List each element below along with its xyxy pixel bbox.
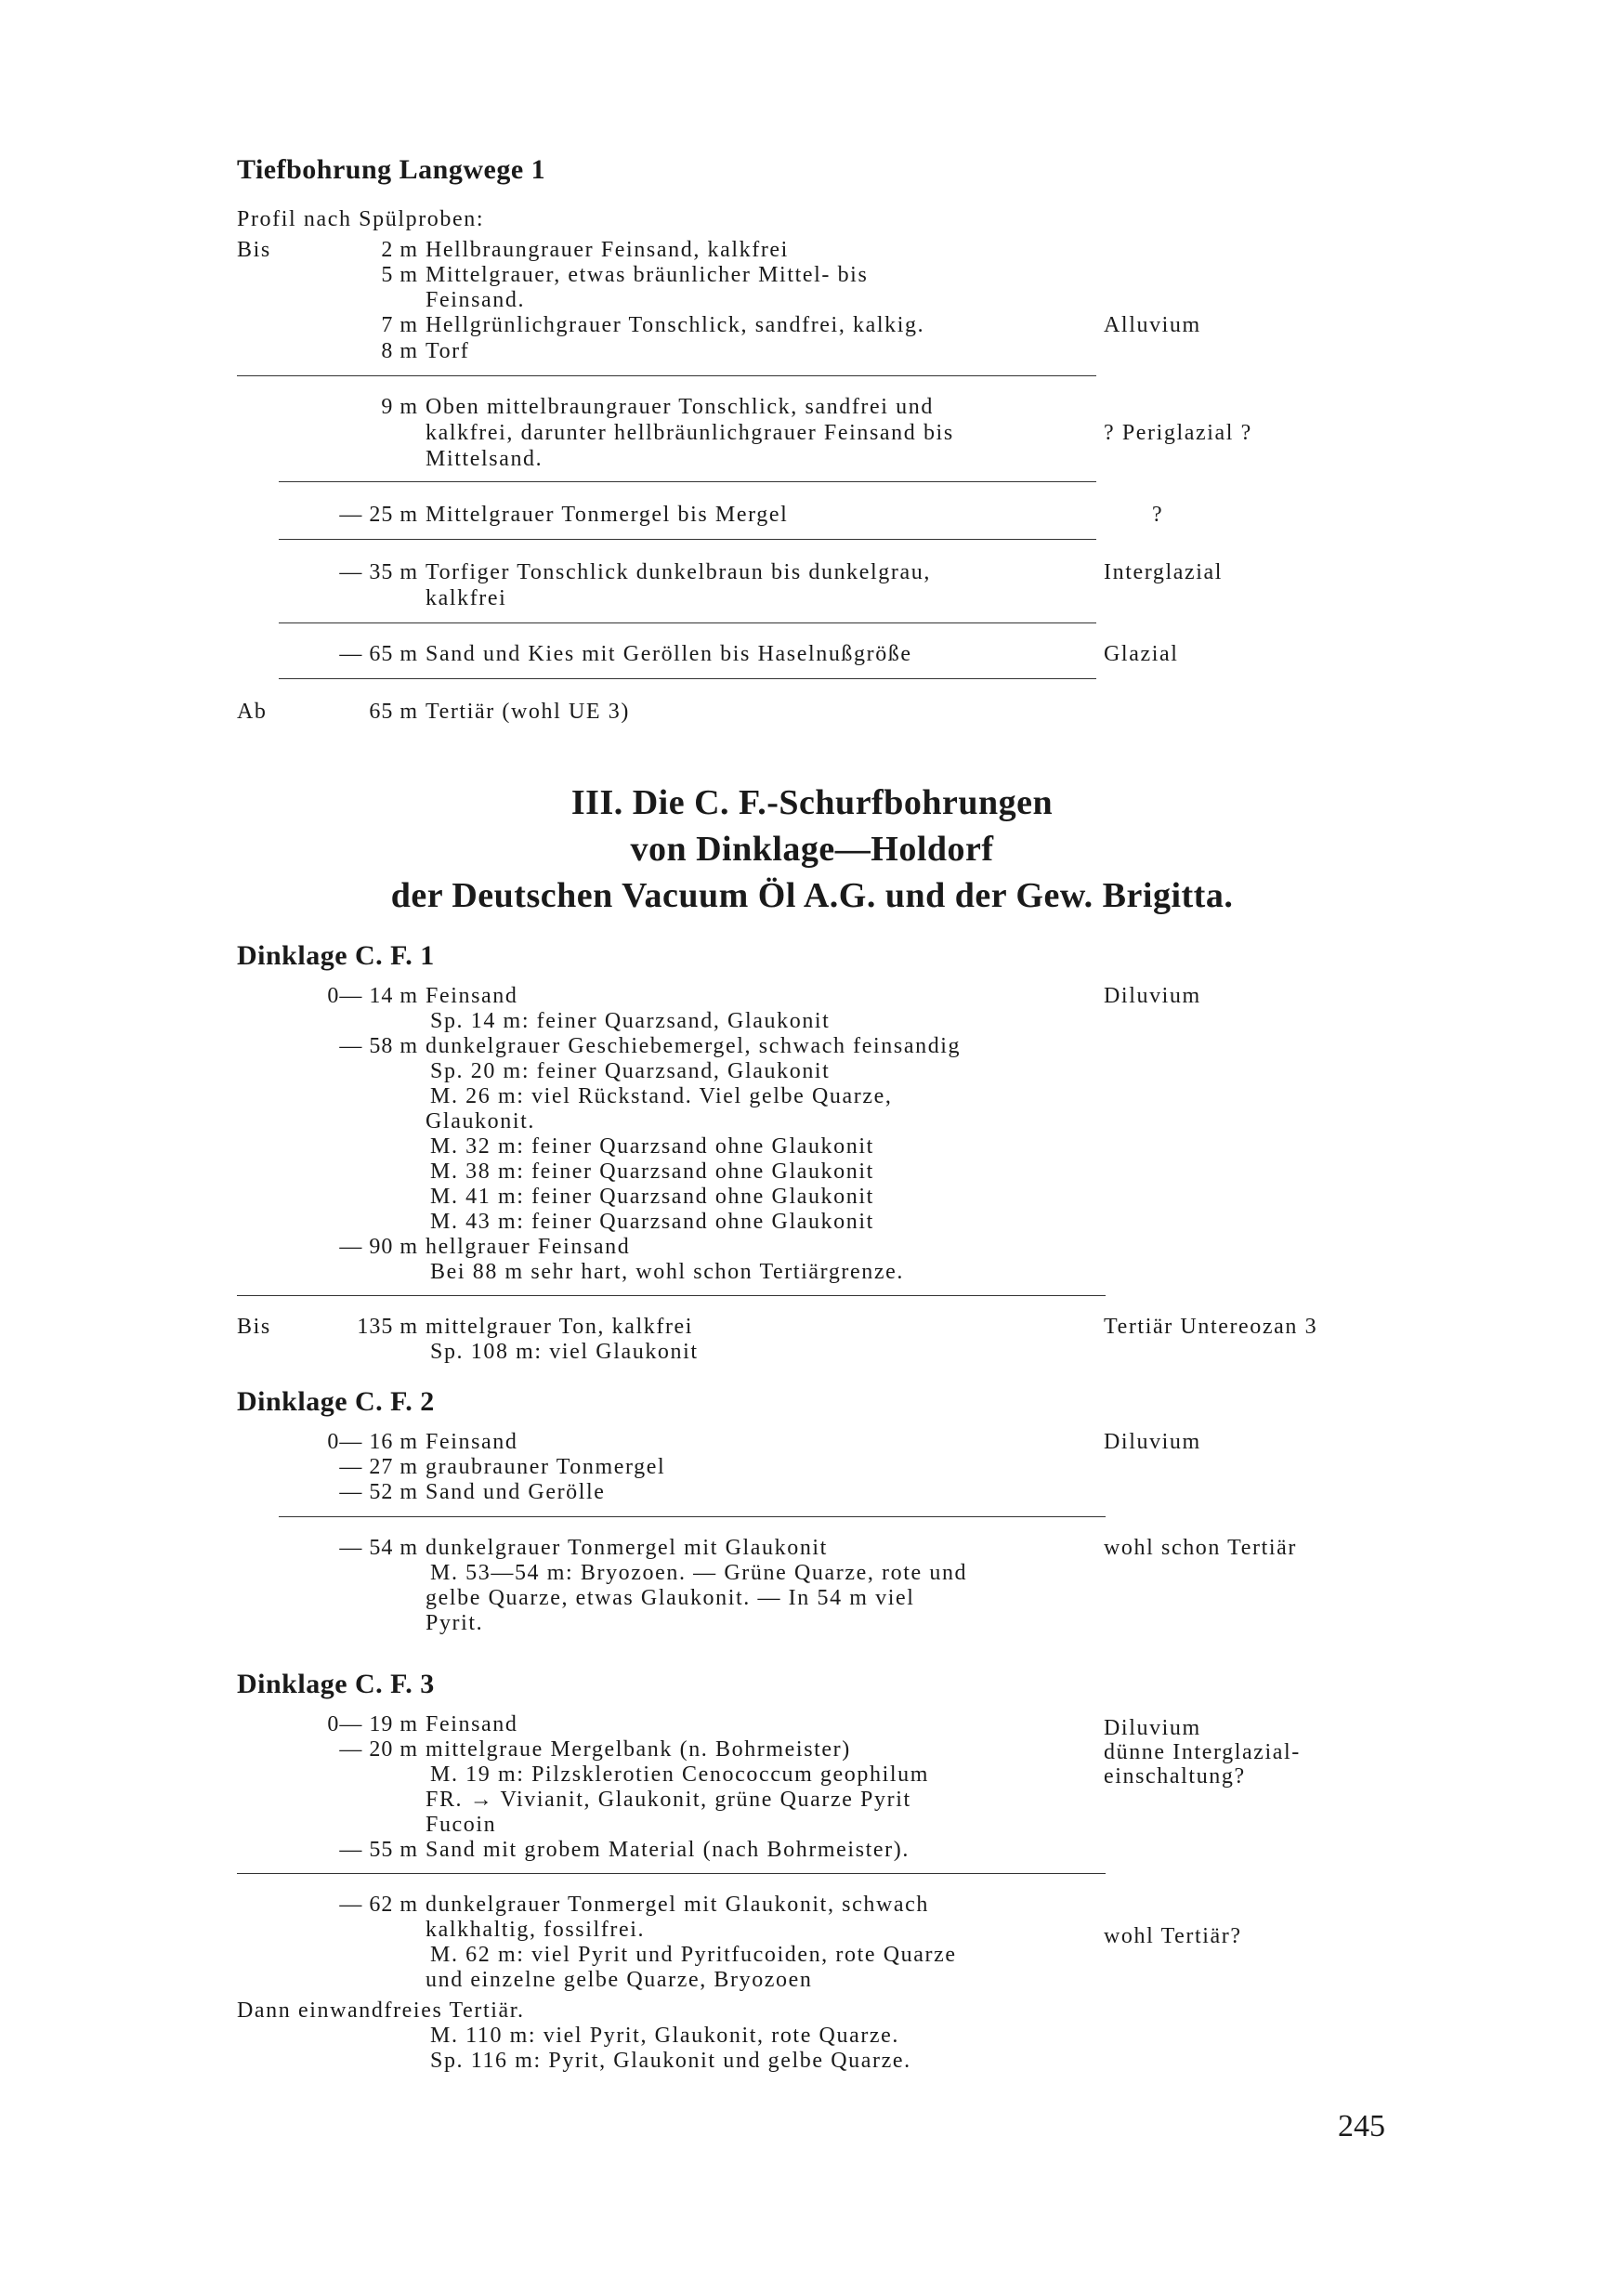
section-title-langwege: Tiefbohrung Langwege 1 bbox=[237, 154, 546, 185]
layer-description: Sand und Kies mit Geröllen bis Haselnußgröße bbox=[426, 642, 912, 666]
ab-label: Ab bbox=[237, 700, 268, 724]
strat-label: Diluvium bbox=[1104, 984, 1201, 1008]
depth-value: 0— 14 m bbox=[327, 984, 418, 1008]
borehole-title-cf1: Dinklage C. F. 1 bbox=[237, 940, 435, 971]
layer-description: Tertiär (wohl UE 3) bbox=[426, 700, 630, 724]
sample-note: M. 62 m: viel Pyrit und Pyritfucoiden, rote Quarze bbox=[430, 1943, 957, 1967]
depth-value: — 27 m bbox=[339, 1455, 418, 1479]
depth-value: — 54 m bbox=[339, 1536, 418, 1560]
layer-description: graubrauner Tonmergel bbox=[426, 1455, 666, 1479]
strat-label: wohl Tertiär? bbox=[1104, 1924, 1242, 1948]
depth-value: — 20 m bbox=[339, 1737, 418, 1762]
divider bbox=[279, 481, 1096, 482]
depth-value: 5 m bbox=[381, 263, 418, 287]
depth-value: 9 m bbox=[381, 395, 418, 419]
divider bbox=[237, 375, 1096, 376]
sample-note: und einzelne gelbe Quarze, Bryozoen bbox=[426, 1968, 813, 1992]
depth-value: — 65 m bbox=[339, 642, 418, 666]
sample-note: M. 43 m: feiner Quarzsand ohne Glaukonit bbox=[430, 1210, 874, 1234]
sample-note: Pyrit. bbox=[426, 1611, 484, 1635]
bis-label: Bis bbox=[237, 238, 271, 262]
depth-value: — 55 m bbox=[339, 1838, 418, 1862]
divider bbox=[279, 539, 1096, 540]
layer-description: Feinsand bbox=[426, 1430, 518, 1454]
depth-value: — 90 m bbox=[339, 1235, 418, 1259]
sample-note: M. 38 m: feiner Quarzsand ohne Glaukonit bbox=[430, 1160, 874, 1184]
layer-description: mittelgraue Mergelbank (n. Bohrmeister) bbox=[426, 1737, 851, 1762]
sample-note: Sp. 14 m: feiner Quarzsand, Glaukonit bbox=[430, 1009, 831, 1033]
depth-value: — 58 m bbox=[339, 1034, 418, 1058]
strat-label: Diluvium bbox=[1104, 1430, 1201, 1454]
layer-description: dunkelgrauer Tonmergel mit Glaukonit bbox=[426, 1536, 828, 1560]
layer-description: Mittelgrauer, etwas bräunlicher Mittel- bis bbox=[426, 263, 869, 287]
sample-note: M. 26 m: viel Rückstand. Viel gelbe Quarze, bbox=[430, 1084, 893, 1108]
sample-note: M. 110 m: viel Pyrit, Glaukonit, rote Quarze. bbox=[430, 2024, 900, 2048]
sample-note: FR. → Vivianit, Glaukonit, grüne Quarze Pyrit bbox=[426, 1788, 911, 1812]
depth-value: 2 m bbox=[381, 238, 418, 262]
strat-label: wohl schon Tertiär bbox=[1104, 1536, 1297, 1560]
sample-note: M. 41 m: feiner Quarzsand ohne Glaukonit bbox=[430, 1185, 874, 1209]
layer-description: kalkfrei, darunter hellbräunlichgrauer Feinsand bis bbox=[426, 421, 954, 445]
sample-note: Glaukonit. bbox=[426, 1109, 535, 1133]
strat-label: dünne Interglazial- bbox=[1104, 1740, 1301, 1764]
layer-description: Torf bbox=[426, 339, 470, 363]
strat-label: ? Periglazial ? bbox=[1104, 421, 1252, 445]
divider bbox=[279, 678, 1096, 679]
depth-value: 0— 19 m bbox=[327, 1712, 418, 1736]
sample-note: Bei 88 m sehr hart, wohl schon Tertiärgrenze. bbox=[430, 1260, 904, 1284]
depth-value: 8 m bbox=[381, 339, 418, 363]
chapter-heading-line2: von Dinklage—Holdorf bbox=[630, 830, 994, 869]
layer-description: kalkfrei bbox=[426, 586, 507, 610]
divider bbox=[237, 1295, 1106, 1296]
layer-description: Torfiger Tonschlick dunkelbraun bis dunkelgrau, bbox=[426, 560, 931, 584]
strat-label: Glazial bbox=[1104, 642, 1179, 666]
layer-description: hellgrauer Feinsand bbox=[426, 1235, 631, 1259]
depth-value: 7 m bbox=[381, 313, 418, 337]
depth-value: — 52 m bbox=[339, 1480, 418, 1504]
strat-label: einschaltung? bbox=[1104, 1764, 1246, 1789]
borehole-title-cf2: Dinklage C. F. 2 bbox=[237, 1386, 435, 1417]
divider bbox=[279, 622, 1096, 623]
layer-description: Feinsand bbox=[426, 1712, 518, 1736]
divider bbox=[279, 1516, 1106, 1517]
chapter-heading-line3: der Deutschen Vacuum Öl A.G. und der Gew. Brigitta. bbox=[390, 876, 1234, 915]
sample-note: Sp. 108 m: viel Glaukonit bbox=[430, 1340, 699, 1364]
depth-value: — 35 m bbox=[339, 560, 418, 584]
sample-note: M. 19 m: Pilzsklerotien Cenococcum geophilum bbox=[430, 1762, 929, 1787]
layer-description: kalkhaltig, fossilfrei. bbox=[426, 1918, 646, 1942]
depth-value: 135 m bbox=[357, 1315, 418, 1339]
strat-label: ? bbox=[1152, 503, 1164, 527]
layer-description: dunkelgrauer Geschiebemergel, schwach feinsandig bbox=[426, 1034, 962, 1058]
sample-note: Fucoin bbox=[426, 1813, 497, 1837]
strat-label: Interglazial bbox=[1104, 560, 1224, 584]
layer-description: Sand mit grobem Material (nach Bohrmeister). bbox=[426, 1838, 910, 1862]
layer-description: Feinsand. bbox=[426, 288, 526, 312]
layer-description: Oben mittelbraungrauer Tonschlick, sandfrei und bbox=[426, 395, 934, 419]
layer-description: dunkelgrauer Tonmergel mit Glaukonit, schwach bbox=[426, 1893, 929, 1917]
depth-value: — 25 m bbox=[339, 503, 418, 527]
sample-note: M. 32 m: feiner Quarzsand ohne Glaukonit bbox=[430, 1134, 874, 1159]
layer-description: Feinsand bbox=[426, 984, 518, 1008]
depth-value: 65 m bbox=[369, 700, 418, 724]
page-number: 245 bbox=[1338, 2109, 1385, 2143]
layer-description: Mittelsand. bbox=[426, 447, 544, 471]
strat-label: Tertiär Untereozan 3 bbox=[1104, 1315, 1318, 1339]
layer-description: mittelgrauer Ton, kalkfrei bbox=[426, 1315, 694, 1339]
bis-label: Bis bbox=[237, 1315, 271, 1339]
sample-note: M. 53—54 m: Bryozoen. — Grüne Quarze, rote und bbox=[430, 1561, 968, 1585]
strat-label: Diluvium bbox=[1104, 1716, 1201, 1740]
depth-value: 0— 16 m bbox=[327, 1430, 418, 1454]
chapter-heading-line1: III. Die C. F.-Schurfbohrungen bbox=[570, 783, 1054, 822]
sample-note: Sp. 20 m: feiner Quarzsand, Glaukonit bbox=[430, 1059, 831, 1083]
strat-label: Alluvium bbox=[1104, 313, 1201, 337]
layer-description: Mittelgrauer Tonmergel bis Mergel bbox=[426, 503, 789, 527]
layer-description: Sand und Gerölle bbox=[426, 1480, 606, 1504]
layer-description: Hellgrünlichgrauer Tonschlick, sandfrei, kalkig. bbox=[426, 313, 925, 337]
sample-note: gelbe Quarze, etwas Glaukonit. — In 54 m viel bbox=[426, 1586, 915, 1610]
profile-intro: Profil nach Spülproben: bbox=[237, 207, 485, 231]
borehole-title-cf3: Dinklage C. F. 3 bbox=[237, 1669, 435, 1699]
layer-description: Hellbraungrauer Feinsand, kalkfrei bbox=[426, 238, 789, 262]
depth-value: — 62 m bbox=[339, 1893, 418, 1917]
dann-line: Dann einwandfreies Tertiär. bbox=[237, 1998, 525, 2023]
sample-note: Sp. 116 m: Pyrit, Glaukonit und gelbe Quarze. bbox=[430, 2049, 911, 2073]
divider bbox=[237, 1873, 1106, 1874]
